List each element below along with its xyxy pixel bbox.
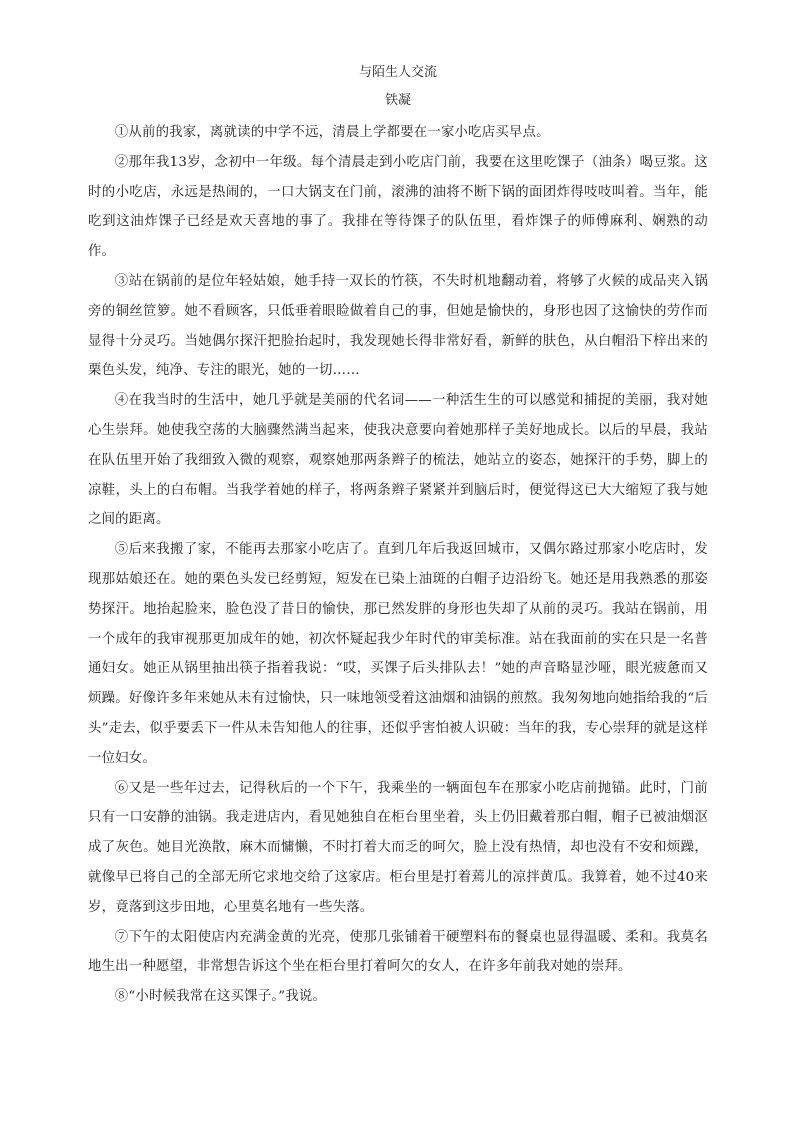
paragraph-2: ②那年我13岁，念初中一年级。每个清晨走到小吃店门前，我要在这里吃馃子（油条）喝豆浆。这时的小吃店，永远是热闹的，一口大锅支在门前，滚沸的油将不断下锅的面团炸得吱吱叫着。当年，能吃到这油炸馃子已经是欢天喜地的事了。我排在等待馃子的队伍里，看炸馃子的师傅麻利、娴熟的动作。 [88,154,708,260]
article-title: 与陌生人交流 [358,65,437,80]
paragraph-6: ⑥又是一些年过去，记得秋后的一个下午，我乘坐的一辆面包车在那家小吃店前抛锚。此时，门前只有一口安静的油锅。我走进店内，看见她独自在柜台里坐着，头上仍旧戴着那白帽，帽子已被油烟沤成了灰色。她目光涣散，麻木而慵懒，不时打着大而乏的呵欠，脸上没有热情，却也没有不安和烦躁，就像早已将自己的全部无所它求地交给了这家店。柜台里是打着蔫儿的凉拌黄瓜。我算着，她不过40来岁，竟落到这步田地，心里莫名地有一些失落。 [88,780,708,915]
paragraph-3: ③站在锅前的是位年轻姑娘，她手持一双长的竹筷，不失时机地翻动着，将够了火候的成品夹入锅旁的铜丝笸箩。她不看顾客，只低垂着眼睑做着自己的事，但她是愉快的，身形也因了这愉快的劳作而显得十分灵巧。当她偶尔探汗把脸抬起时，我发现她长得非常好看，新鲜的肤色，从白帽沿下梓出来的栗色头发，纯净、专注的眼光，她的一切…… [88,273,708,379]
article-author: 铁凝 [384,93,411,108]
paragraph-1: ①从前的我家，离就读的中学不远，清晨上学都要在一家小吃店买早点。 [114,125,550,140]
article-body [88,118,708,1012]
paragraph-8: ⑧“小时候我常在这买馃子。”我说。 [114,989,327,1005]
paragraph-7: ⑦下午的太阳使店内充满金黄的光亮，使那几张铺着干硬塑料布的餐桌也显得温暖、柔和。我莫名地生出一种愿望，非常想告诉这个坐在柜台里打着呵欠的女人，在许多年前我对她的崇拜。 [88,929,708,975]
paragraph-4: ④在我当时的生活中，她几乎就是美丽的代名词——一种活生生的可以感觉和捕捉的美丽，我对她心生崇拜。她使我空荡的大脑骤然满当起来，使我决意要向着她那样子美好地成长。以后的早晨，我站在队伍里开始了我细致入微的观察，观察她那两条辫子的梳法，她站立的姿态，她探汗的手势，脚上的凉鞋，头上的白布帽。当我学着她的样子，将两条辫子紧紧并到脑后时，便觉得这已大大缩短了我与她之间的距离。 [88,393,708,528]
paragraph-5: ⑤后来我搬了家，不能再去那家小吃店了。直到几年后我返回城市，又偶尔路过那家小吃店时，发现那姑娘还在。她的栗色头发已经剪短，短发在已染上油斑的白帽子边沿纷飞。她还是用我熟悉的那姿势探汗。地抬起脸来，脸色没了昔日的愉快，那已然发胖的身形也失却了从前的灵巧。我站在锅前，用一个成年的我审视那更加成年的她，初次怀疑起我少年时代的审美标准。站在我面前的实在只是一名普通妇女。她正从锅里抽出筷子指着我说：“哎，买馃子后头排队去！”她的声音略显沙哑，眼光疲惫而又烦躁。好像许多年来她从未有过愉快，只一味地领受着这油烟和油锅的煎熬。我匆匆地向她指给我的“后头”走去，似乎要丢下一件从未告知他人的往事，还似乎害怕被人识破：当年的我，专心崇拜的就是这样一位妇女。 [88,542,708,766]
